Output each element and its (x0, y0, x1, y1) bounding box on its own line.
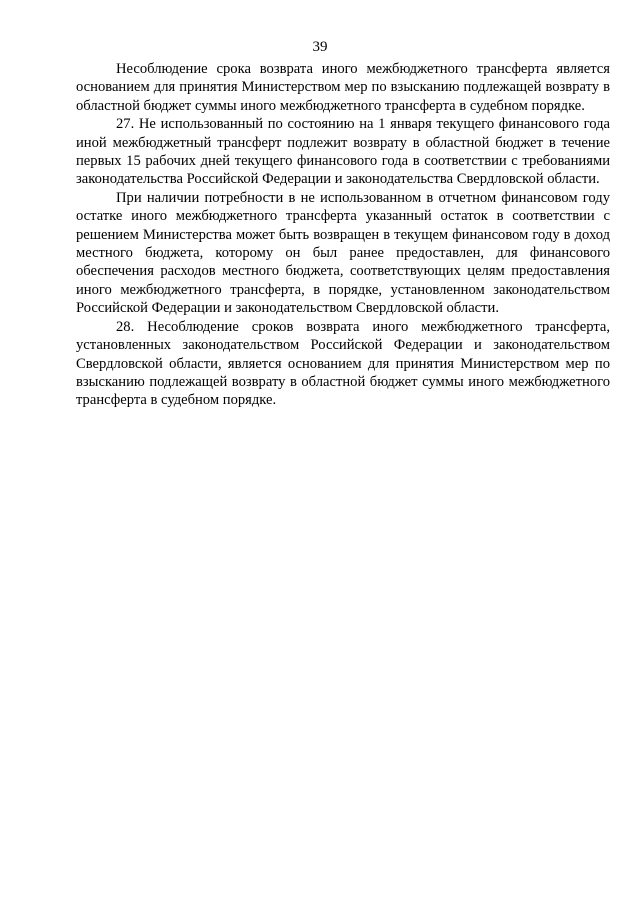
document-body (76, 60, 610, 410)
paragraph-return-deadline-violation: Несоблюдение срока возврата иного межбюджетного трансферта является основанием для принятия Министерством мер по взысканию подлежащей возврату в областной бюджет суммы иного межбюджетного трансферта в судебном порядке. (76, 61, 610, 114)
paragraph-clause-27: 27. Не использованный по состоянию на 1 января текущего финансового года иной межбюджетный трансферт подлежит возврату в областной бюджет в течение первых 15 рабочих дней текущего финансового года в соответствии с требованиями законодательства Российской Федерации и законодательства Свердловской области. (76, 116, 610, 188)
paragraph-unused-balance: При наличии потребности в не использованном в отчетном финансовом году остатке иного межбюджетного трансферта указанный остаток в соответствии с решением Министерства может быть возвращен в текущем финансовом году в доход местного бюджета, которому он был ранее предоставлен, для финансового обеспечения расходов местного бюджета, соответствующих целям предоставления иного межбюджетного трансферта, в порядке, установленном законодательством Российской Федерации и законодательством Свердловской области. (76, 189, 610, 317)
page-number: 39 (312, 39, 328, 55)
paragraph-clause-28: 28. Несоблюдение сроков возврата иного межбюджетного трансферта, установленных законодательством Российской Федерации и законодательством Свердловской области, является основанием для принятия Министерством мер по взысканию подлежащей возврату в областной бюджет суммы иного межбюджетного трансферта в судебном порядке. (76, 318, 610, 409)
